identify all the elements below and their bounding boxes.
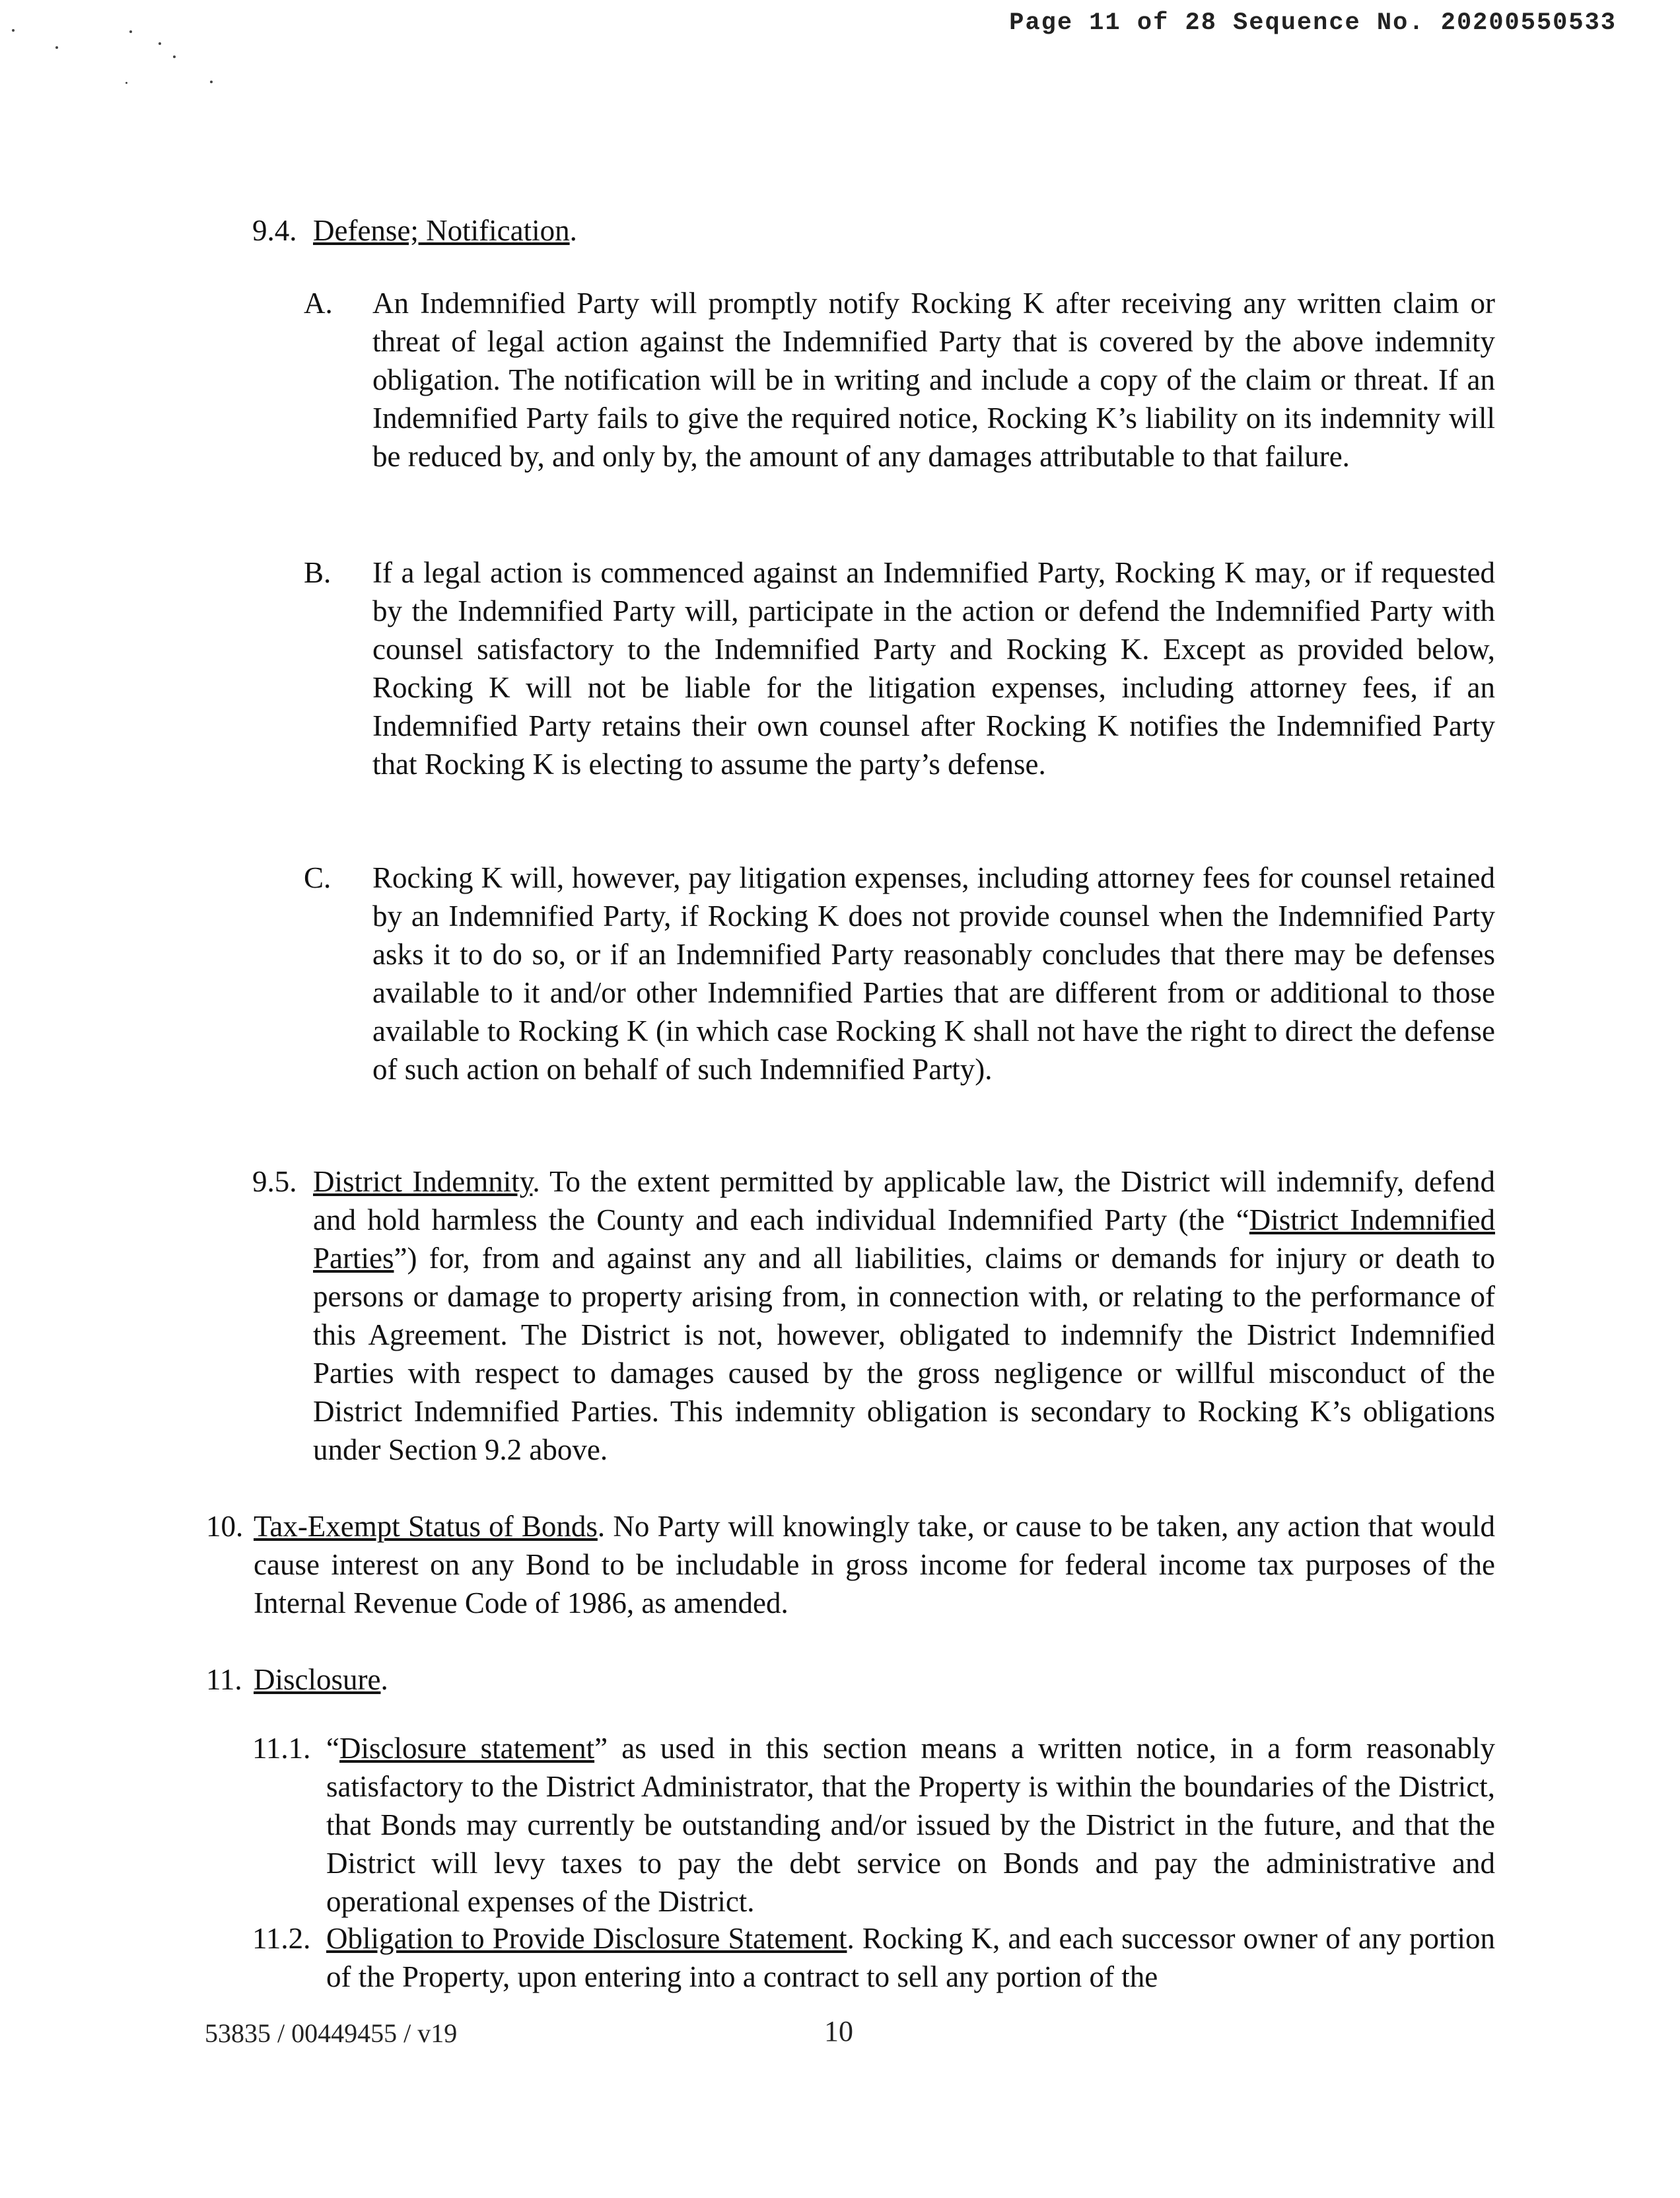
subsection-b-text xyxy=(372,553,1495,783)
text-run: ”) for, from and against any and all liabilities, claims or demands for injury or death to persons or damage to property arising from, in connection with, or relating to the performance of this Agreement. The District is not, however, obligated to indemnify the District Indemnified Parties with respect to damages caused by the gross negligence or willful misconduct of the District Indemnified Parties. This indemnity obligation is secondary to Rocking K’s obligations under Section 9.2 above. xyxy=(313,1242,1495,1466)
section-number: 10. xyxy=(206,1510,244,1543)
footer-page-number: 10 xyxy=(824,2015,853,2047)
paragraph: If a legal action is commenced against an Indemnified Party, Rocking K may, or if requested by the Indemnified Party will, participate in the action or defend the Indemnified Party with counsel satisfactory to the Indemnified Party and Rocking K. Except as provided below, Rocking K will not be liable for the litigation expenses, including attorney fees, if an Indemnified Party retains their own counsel after Rocking K notifies the Indemnified Party that Rocking K is electing to assume the party’s defense. xyxy=(372,556,1495,781)
paragraph: An Indemnified Party will promptly notify Rocking K after receiving any written claim or threat of legal action against the Indemnified Party that is covered by the above indemnity obligation. The notification will be in writing and include a copy of the claim or threat. If an Indemnified Party fails to give the required notice, Rocking K’s liability on its indemnity will be reduced by, and only by, the amount of any damages attributable to that failure. xyxy=(372,287,1495,473)
paragraph: Rocking K will, however, pay litigation expenses, including attorney fees for counsel retained by an Indemnified Party, if Rocking K does not provide counsel when the Indemnified Party asks it to do so, or if an Indemnified Party reasonably concludes that there may be defenses available to it and/or other Indemnified Parties that are different from or additional to those available to Rocking K (in which case Rocking K shall not have the right to direct the defense of such action on behalf of such Indemnified Party). xyxy=(372,861,1495,1086)
subsection-label: A. xyxy=(304,287,333,320)
paragraph xyxy=(326,1919,1495,1996)
heading-punctuation: . xyxy=(569,214,577,247)
section-title: Disclosure xyxy=(254,1663,381,1696)
text-run: . No Party will knowingly take, or cause to be taken, any action that would cause interest on any Bond to be includable in gross income for federal income tax purposes of the Internal Revenue Code of 1986, as amended. xyxy=(254,1510,1495,1619)
section-heading xyxy=(313,211,577,250)
paragraph xyxy=(254,1507,1495,1622)
scan-speck xyxy=(173,55,176,58)
text-run: . Rocking K, and each successor owner of any portion of the Property, upon entering into a contract to sell any portion of the xyxy=(326,1922,1495,1993)
section-number: 11. xyxy=(206,1663,242,1696)
subsection-label: C. xyxy=(304,861,332,894)
footer-doc-id: 53835 / 00449455 / v19 xyxy=(205,2018,458,2048)
heading-punctuation: . xyxy=(380,1663,388,1696)
text-run: ” as used in this section means a written notice, in a form reasonably satisfactory to the District Administrator, that the Property is within the boundaries of the District, that Bonds may currently be outstanding and/or issued by the District in the future, and that the District will levy taxes to pay the debt service on Bonds and pay the administrative and operational expenses of the District. xyxy=(326,1732,1495,1918)
scan-speck xyxy=(210,81,213,83)
text-run: “ xyxy=(326,1732,339,1765)
scan-speck xyxy=(158,42,161,45)
section-heading xyxy=(254,1660,388,1699)
subsection-a-text xyxy=(372,284,1495,476)
section-title: Tax-Exempt Status of Bonds xyxy=(254,1510,598,1543)
scan-speck xyxy=(125,82,127,84)
section-title: Obligation to Provide Disclosure Statement xyxy=(326,1922,847,1955)
paragraph xyxy=(326,1729,1495,1921)
section-number: 11.2. xyxy=(252,1922,311,1955)
section-10-text xyxy=(254,1507,1495,1622)
section-11-2-text xyxy=(326,1919,1495,1996)
paragraph xyxy=(313,1162,1495,1469)
page-header-sequence: Page 11 of 28 Sequence No. 20200550533 xyxy=(1009,9,1617,37)
section-number: 11.1. xyxy=(252,1732,311,1765)
scan-speck xyxy=(55,46,58,49)
scan-speck xyxy=(129,30,132,33)
section-9-5-text xyxy=(313,1162,1495,1469)
defined-term: District Indemnified Parties xyxy=(313,1203,1495,1275)
subsection-c-text xyxy=(372,859,1495,1088)
section-title: District Indemnity xyxy=(313,1165,533,1198)
section-11-1-text xyxy=(326,1729,1495,1921)
scan-speck xyxy=(12,29,15,32)
text-run: . To the extent permitted by applicable law, the District will indemnify, defend and hold harmless the County and each individual Indemnified Party (the “ xyxy=(313,1165,1495,1236)
subsection-label: B. xyxy=(304,556,332,589)
defined-term: Disclosure statement xyxy=(339,1732,595,1765)
section-number: 9.4. xyxy=(252,214,297,247)
section-title: Defense; Notification xyxy=(313,214,570,247)
section-number: 9.5. xyxy=(252,1165,297,1198)
